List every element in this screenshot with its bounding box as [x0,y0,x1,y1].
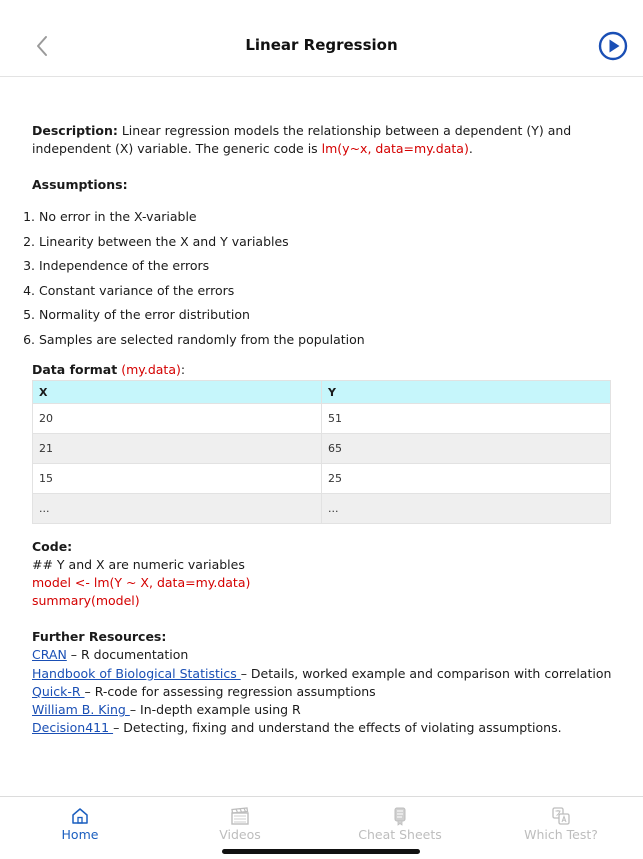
table-cell: 51 [322,404,611,434]
code-line: summary(model) [32,593,140,608]
resource-item [32,646,622,664]
resource-link-quick-r[interactable]: Quick-R [32,683,85,699]
description-paragraph [32,122,617,158]
tab-home[interactable] [30,805,130,842]
resource-link-cran[interactable]: CRAN [32,647,67,663]
resource-description: – Details, worked example and comparison with correlation [240,665,612,681]
table-header-row [33,381,611,404]
tab-label: Cheat Sheets [358,827,442,842]
translate-icon [551,806,571,826]
home-icon [70,806,90,826]
play-button[interactable] [598,31,628,61]
description-label: Description: [32,123,118,138]
table-row [33,494,611,524]
assumption-item: 4. Constant variance of the errors [39,279,599,304]
resource-description: – R-code for assessing regression assumptions [84,683,376,699]
code-line: model <- lm(Y ~ X, data=my.data) [32,575,251,590]
tab-label: Videos [219,827,261,842]
generic-code: lm(y~x, data=my.data) [321,141,469,156]
assumptions-heading: Assumptions: [32,177,128,192]
description-end: . [468,141,473,156]
tab-videos[interactable] [190,805,290,842]
resource-description: – Detecting, fixing and understand the effects of violating assumptions. [113,720,562,736]
table-cell: ... [33,494,322,524]
play-icon [598,31,628,61]
code-comment: ## Y and X are numeric variables [32,557,245,572]
data-format-title: Data format [32,362,118,377]
column-header-x: X [33,381,322,404]
table-cell: ... [322,494,611,524]
resource-item [32,665,622,683]
navigation-bar [0,0,643,77]
assumption-item: 6. Samples are selected randomly from the population [39,328,599,353]
resource-description: – R documentation [66,647,189,663]
table-row [33,404,611,434]
resource-item [32,683,622,701]
tab-which-test[interactable] [511,805,611,842]
data-format-colon: : [180,362,186,377]
assumption-item: 5. Normality of the error distribution [39,303,599,328]
tab-cheat-sheets[interactable] [350,805,450,842]
resource-link-william-king[interactable]: William B. King [32,702,130,718]
table-cell: 65 [322,434,611,464]
assumption-item: 1. No error in the X-variable [39,205,599,230]
table-row [33,434,611,464]
code-section [32,538,250,610]
table-cell: 25 [322,464,611,494]
clapperboard-icon [230,806,250,826]
description-section [32,122,617,194]
tab-label: Which Test? [524,827,598,842]
assumptions-list [22,205,599,352]
resource-item [32,719,622,737]
resource-description: – In-depth example using R [129,702,301,718]
resource-link-decision411[interactable]: Decision411 [32,720,114,736]
description-text: Linear regression models the relationship between a dependent (Y) and independent (X) variable. The generic code is [32,123,572,156]
table-cell: 21 [33,434,322,464]
home-indicator [222,849,420,854]
table-cell: 15 [33,464,322,494]
assumption-item: 3. Independence of the errors [39,254,599,279]
resources-section [32,628,622,738]
data-format-table [32,380,611,524]
code-heading: Code: [32,539,73,554]
column-header-y: Y [322,381,611,404]
table-row [33,464,611,494]
resources-heading: Further Resources: [32,629,167,644]
scroll-icon [390,806,410,826]
page-title: Linear Regression [245,36,398,54]
tab-label: Home [61,827,99,842]
data-format-name: (my.data) [121,362,181,377]
resource-link-handbook[interactable]: Handbook of Biological Statistics [32,665,241,681]
resource-item [32,701,622,719]
data-format-label [32,362,185,377]
assumption-item: 2. Linearity between the X and Y variables [39,230,599,255]
table-cell: 20 [33,404,322,434]
